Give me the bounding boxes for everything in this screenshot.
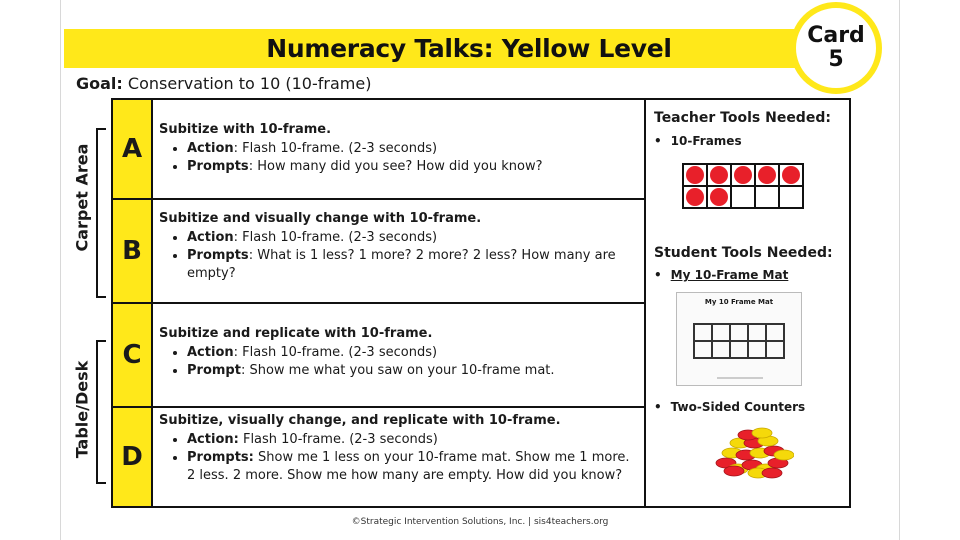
two-sided-counters-image <box>714 425 794 481</box>
ten-frame-image <box>682 163 804 209</box>
ten-frame-cell-filled <box>755 164 779 186</box>
row-heading: Subitize and replicate with 10-frame. <box>159 326 433 341</box>
list-item <box>187 140 638 158</box>
activity-table <box>111 98 646 508</box>
list-item <box>187 431 638 449</box>
counter-chip <box>774 450 794 460</box>
mat-footer-line <box>717 377 763 379</box>
bullet-term: Action <box>187 345 234 360</box>
card-number-badge <box>790 2 882 94</box>
goal-text: Conservation to 10 (10-frame) <box>127 74 372 93</box>
list-item <box>187 158 638 176</box>
ten-frame-mat-image <box>676 292 802 386</box>
copyright-footer: ©Strategic Intervention Solutions, Inc. | sis4teachers.org <box>351 517 609 527</box>
table-desk-bracket <box>96 340 106 484</box>
activity-row-c <box>113 304 644 408</box>
list-item <box>187 247 638 283</box>
ten-frame-cell-empty <box>731 186 755 208</box>
row-letter: D <box>113 408 153 506</box>
ten-frame-cell-filled <box>707 186 731 208</box>
counter-chip <box>724 466 744 476</box>
list-item <box>187 362 638 380</box>
row-heading: Subitize with 10-frame. <box>159 122 332 137</box>
ten-frame-cell-empty <box>755 186 779 208</box>
activity-row-a <box>113 100 644 200</box>
carpet-area-bracket <box>96 128 106 298</box>
bullet-text: Flash 10-frame. (2-3 seconds) <box>238 141 438 156</box>
badge-label: Card <box>807 23 865 48</box>
bullet-text: Show me 1 less on your 10-frame mat. Show me 1 more. 2 less. 2 more. Show me how many are empty. How did you know? <box>187 450 630 483</box>
student-tool-item <box>654 400 805 414</box>
ten-frame-cell-empty <box>779 186 803 208</box>
row-letter: A <box>113 100 153 198</box>
side-label-table-desk: Table/Desk <box>72 360 92 459</box>
bullet-dot: • <box>654 134 662 148</box>
row-heading: Subitize and visually change with 10-frame. <box>159 211 482 226</box>
bullet-term: Action <box>187 230 234 245</box>
ten-frame-mat-link[interactable]: My 10-Frame Mat <box>670 268 789 282</box>
counters-label: Two-Sided Counters <box>670 400 806 414</box>
side-label-carpet-area: Carpet Area <box>72 143 92 252</box>
bullet-sep: : <box>233 141 239 156</box>
mat-grid <box>693 323 785 359</box>
bullet-dot: • <box>654 400 662 414</box>
bullet-text: How many did you see? How did you know? <box>253 159 543 174</box>
row-content <box>159 121 638 176</box>
ten-frame-cell-filled <box>683 164 707 186</box>
activity-row-b <box>113 200 644 304</box>
list-item <box>187 229 638 247</box>
activity-row-d <box>113 408 644 506</box>
list-item <box>187 449 638 485</box>
student-tool-item <box>654 268 788 282</box>
ten-frame-cell-filled <box>731 164 755 186</box>
bullet-term: Prompts <box>187 248 249 263</box>
goal-label: Goal: <box>76 74 123 93</box>
bullet-text: What is 1 less? 1 more? 2 more? 2 less? How many are empty? <box>187 248 616 281</box>
goal-line <box>76 74 371 93</box>
bullet-dot: • <box>654 268 662 282</box>
bullet-sep: : <box>233 345 239 360</box>
bullet-text: Flash 10-frame. (2-3 seconds) <box>238 345 438 360</box>
bullet-term: Action <box>187 141 234 156</box>
teacher-tools-heading: Teacher Tools Needed: <box>654 110 831 126</box>
bullet-term: Prompt <box>187 363 241 378</box>
list-item <box>187 344 638 362</box>
page-title: Numeracy Talks: Yellow Level <box>64 29 874 68</box>
ten-frame-cell-filled <box>779 164 803 186</box>
student-tools-heading: Student Tools Needed: <box>654 245 833 261</box>
mat-title: My 10 Frame Mat <box>704 298 774 306</box>
counter-chip <box>752 428 772 438</box>
bullet-term: Prompts <box>187 159 249 174</box>
tools-panel <box>646 98 851 508</box>
row-content <box>159 325 638 380</box>
row-content <box>159 210 638 283</box>
row-letter: C <box>113 304 153 406</box>
bullet-term: Prompts: <box>187 450 254 465</box>
counter-chip <box>762 468 782 478</box>
bullet-sep: : <box>233 230 239 245</box>
teacher-tool-item <box>654 134 742 148</box>
bullet-sep: : <box>240 363 246 378</box>
bullet-text: Flash 10-frame. (2-3 seconds) <box>238 230 438 245</box>
ten-frame-cell-filled <box>683 186 707 208</box>
bullet-text: Flash 10-frame. (2-3 seconds) <box>238 432 438 447</box>
row-heading: Subitize, visually change, and replicate with 10-frame. <box>159 413 561 428</box>
ten-frame-cell-filled <box>707 164 731 186</box>
bullet-text: Show me what you saw on your 10-frame mat. <box>245 363 555 378</box>
badge-number: 5 <box>828 47 844 72</box>
bullet-term: Action: <box>187 432 239 447</box>
row-letter: B <box>113 200 153 302</box>
bullet-sep: : <box>248 159 254 174</box>
teacher-tool-label: 10-Frames <box>670 134 742 148</box>
bullet-sep: : <box>248 248 254 263</box>
row-content <box>159 412 638 485</box>
